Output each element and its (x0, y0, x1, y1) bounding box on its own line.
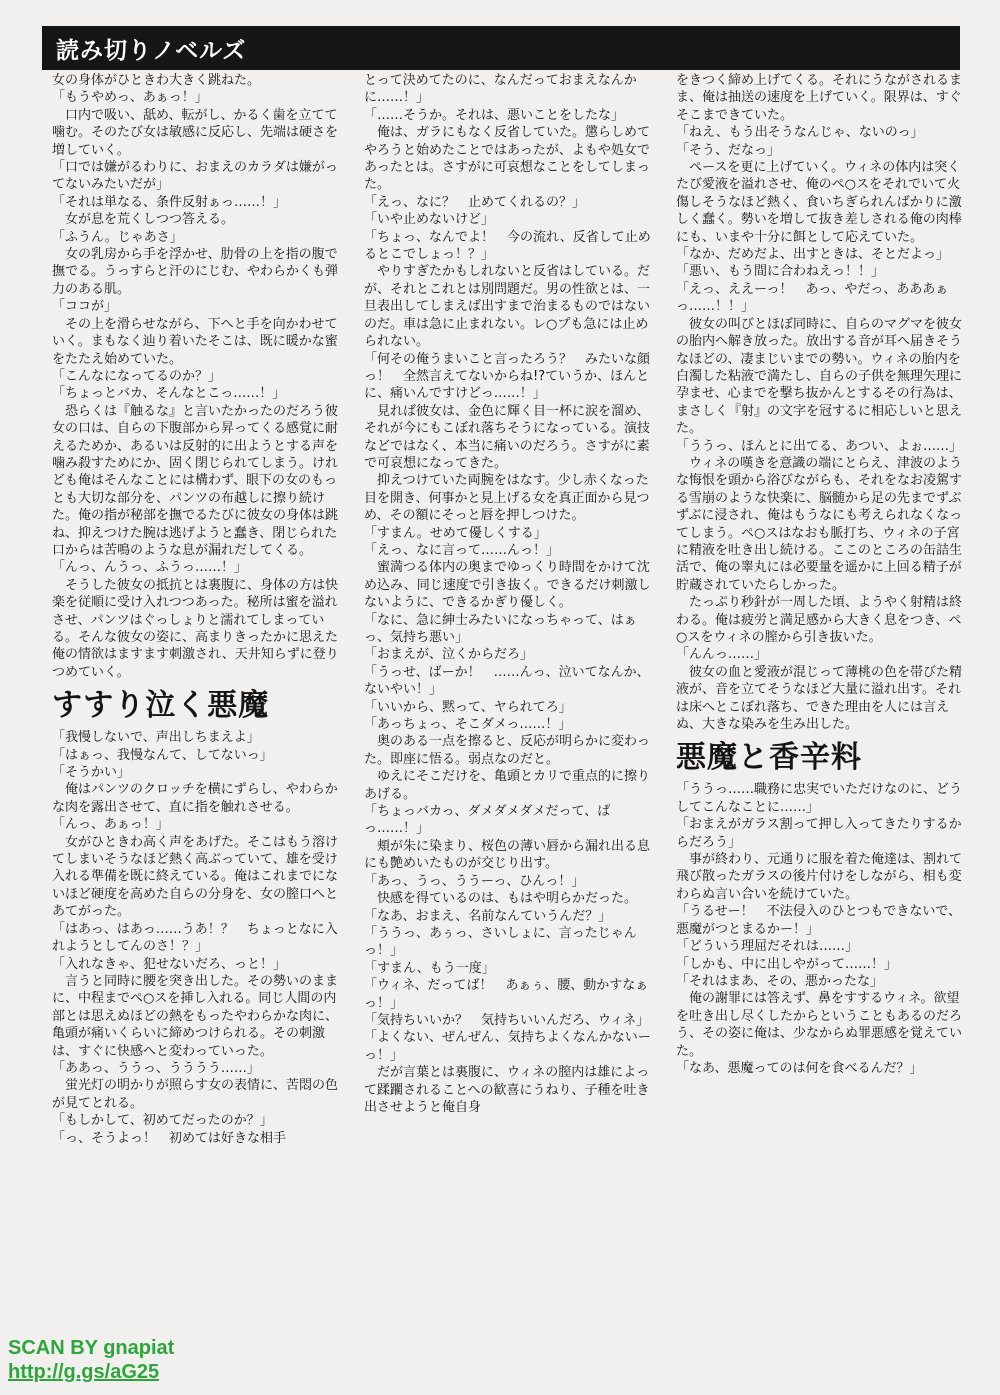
paragraph: 「っ、そうよっ！ 初めては好きな相手 (52, 1130, 287, 1146)
paragraph: 「ちょっ、なんでよ！ 今の流れ、反省して止めるとこでしょっ！？」 (364, 229, 651, 263)
paragraph: たっぷり秒針が一周した頃、ようやく射精は終わる。俺は疲労と満足感から大きく息をつき、ペ○スをウィネの膣から引き抜いた。 (676, 595, 963, 645)
paragraph: 頬が朱に染まり、桜色の薄い唇から漏れ出る息にも艶めいたものが交じり出す。 (364, 838, 651, 872)
paragraph: 「うるせー！ 不法侵入のひとつもできないで、悪魔がつとまるかー！」 (676, 904, 962, 937)
paragraph: 「んんっ……」 (676, 647, 768, 663)
paragraph: 「こんなになってるのか？」 (52, 368, 222, 384)
paragraph: 女の身体がひときわ大きく跳ねた。 (52, 73, 261, 88)
section-heading: 悪魔と香辛料 (676, 740, 862, 776)
paragraph: 「ふうん。じゃあさ」 (52, 229, 183, 245)
paragraph: 「口では嫌がるわりに、おまえのカラダは嫌がってないみたいだが」 (52, 160, 338, 193)
paragraph: 「えっ、なに？ 止めてくれるの？」 (364, 194, 586, 210)
paragraph: 言うと同時に腰を突き出した。その勢いのままに、中程までペ○スを挿し入れる。同じ人間の内部とは思えぬほどの熱をもったやわらかな肉に、亀頭が痛いくらいに締めつけられる。その刺激は、すぐに快感へと変わっていった。 (52, 973, 339, 1059)
paragraph: 「いいから、黙って、ヤられてろ」 (364, 699, 572, 715)
paragraph: 「ココが」 (52, 299, 118, 315)
paragraph: 「なあ、悪魔ってのは何を食べるんだ？」 (676, 1060, 923, 1076)
paragraph: 「あっ、うっ、ううーっ、ひんっ！」 (364, 873, 585, 889)
paragraph: 見れば彼女は、金色に輝く目一杯に涙を溜め、それが今にもこぼれ落ちそうになっている。演技などではなく、本当に痛いのだろう。さすがに素で可哀想になってきた。 (364, 403, 651, 471)
paragraph: 「あっちょっ、そこダメっ……！」 (364, 717, 572, 733)
paragraph: そうした彼女の抵抗とは裏腹に、身体の方は快楽を従順に受け入れつつあった。秘所は蜜を溢れさせ、パンツはぐっしょりと濡れてしまっている。そんな彼女の姿に、高まりきったかに思えた俺の情欲はますます刺激され、天井知らずに登りつめていく。 (52, 577, 339, 680)
paragraph: 「いや止めないけど」 (364, 212, 495, 228)
paragraph: 俺は、ガラにもなく反省していた。懲らしめてやろうと始めたことではあったが、よもや処女であったとは。さすがに可哀想なことをしてしまった。 (364, 125, 651, 193)
paragraph: 抑えつけていた両腕をはなす。少し赤くなった目を開き、何事かと見上げる女を真正面から見つめ、その額にそっと唇を押しつけた。 (364, 473, 650, 524)
paragraph: 「それはまあ、その、悪かったな」 (676, 973, 883, 989)
paragraph: 「ううっ、ほんとに出てる、あつい、よぉ……」 (676, 438, 963, 454)
paragraph: 「えっ、ええーっ！ あっ、やだっ、あああぁっ……！！」 (676, 281, 949, 315)
paragraph: 「はぁっ、我慢なんて、してないっ」 (52, 747, 273, 763)
section-heading: すすり泣く悪魔 (52, 688, 270, 724)
paragraph: 「しかも、中に出しやがって……！」 (676, 956, 898, 972)
paragraph: 口内で吸い、舐め、転がし、かるく歯を立てて噛む。そのたび女は敏感に反応し、先端は硬さを増していく。 (52, 107, 339, 158)
paragraph: 「そうかい」 (52, 765, 131, 781)
paragraph: 「はあっ、はあっ……うあ！？ ちょっとなに入れようとしてんのさ！？」 (52, 921, 338, 955)
paragraph: だが言葉とは裏腹に、ウィネの膣内は雄によって蹂躙されることへの歓喜にうねり、子種を吐き出させようと俺自身 (364, 1065, 650, 1115)
paragraph: ペースを更に上げていく。ウィネの体内は突くたび愛液を溢れさせ、俺のペ○スをそれでいて火傷しそうなほど熱く、食いちぎられんばかりに激しく蠢く。勢いを増して抜き差しされる俺の肉棒にも、いまや十分に餌として応えていた。 (676, 160, 962, 245)
scan-credit: SCAN BY gnapiat (8, 1337, 175, 1359)
paragraph: 「悪い、もう間に合わねえっ！！」 (676, 264, 885, 280)
paragraph: をきつく締め上げてくる。それにうながされるまま、俺は抽送の速度を上げていく。限界は、すぐそこまできていた。 (676, 73, 963, 123)
paragraph: 「ちょっとバカ、そんなとこっ……！」 (52, 386, 286, 402)
scan-url-link[interactable]: http://g.gs/aG25 (8, 1361, 160, 1383)
paragraph: 「なに、急に紳士みたいになっちゃって、はぁっ、気持ち悪い」 (364, 612, 637, 645)
text-column-3 (676, 72, 966, 1372)
text-column-1 (52, 72, 342, 1372)
paragraph: 俺の謝罪には答えず、鼻をすするウィネ。欲望を吐き出し尽くしたからということもあるのだろう、その姿に俺は、少なからぬ罪悪感を覚えていた。 (676, 991, 963, 1059)
paragraph: 「ねえ、もう出そうなんじゃ、ないのっ」 (676, 125, 924, 141)
paragraph: 「ああっ、ううっ、うううう……」 (52, 1060, 260, 1076)
paragraph: 蛍光灯の明かりが照らす女の表情に、苦悶の色が見てとれる。 (52, 1078, 339, 1111)
paragraph: 「よくない、ぜんぜん、気持ちよくなんかないーっ！」 (364, 1030, 651, 1063)
paragraph: 女が息を荒くしつつ答える。 (52, 212, 235, 228)
paragraph: 「んっ、んうっ、ふうっ……！」 (52, 560, 248, 576)
paragraph: 「なか、だめだよ、出すときは、そとだよっ」 (676, 247, 950, 263)
series-title: 読み切りノベルズ (56, 38, 247, 64)
paragraph: やりすぎたかもしれないと反省はしている。だが、それとこれとは別問題だ。男の性欲とは、一旦表出してしまえば出すまで治まるものではないのだ。車は急に止まれない。レ○プも急には止められない。 (364, 264, 651, 350)
paragraph: 「すまん、もう一度」 (364, 960, 495, 976)
paragraph: 「もうやめっ、あぁっ！」 (52, 90, 208, 106)
paragraph: 快感を得ているのは、もはや明らかだった。 (364, 891, 638, 907)
paragraph: 「何その俺うまいこと言ったろう？ みたいな顔っ！ 全然言えてないからね!?ていうか、ほんとに、痛いんですけどっ……！」 (364, 351, 651, 402)
paragraph: 俺はパンツのクロッチを横にずらし、やわらかな肉を露出させて、直に指を触れさせる。 (52, 782, 338, 815)
paragraph: 「もしかして、初めてだったのか？」 (52, 1113, 273, 1129)
section-header (42, 26, 960, 70)
paragraph: 「ううっ、あぅっ、さいしょに、言ったじゃんっ！」 (364, 925, 637, 959)
paragraph: 「うっせ、ばーか！ ……んっ、泣いてなんか、ないやい！」 (364, 664, 650, 698)
paragraph: 彼女の血と愛液が混じって薄桃の色を帯びた精液が、音を立てそうなほど大量に溢れ出す。それは床へとこぼれ落ち、できた理由を人には言えぬ、大きな染みを生み出した。 (676, 664, 963, 733)
paragraph: とって決めてたのに、なんだっておまえなんかに……！」 (364, 73, 637, 106)
paragraph: 「それは単なる、条件反射ぁっ……！」 (52, 194, 287, 210)
paragraph: 「そう、だなっ」 (676, 142, 781, 158)
paragraph: その上を滑らせながら、下へと手を向かわせていく。まもなく辿り着いたそこは、既に暖かな蜜をたたえ始めていた。 (52, 316, 338, 367)
paragraph: 「ウィネ、だってば！ あぁぅ、腰、動かすなぁっ！」 (364, 978, 649, 1011)
paragraph: 恐らくは『触るな』と言いたかったのだろう彼女の口は、自らの下腹部から昇ってくる感覚に耐えるためか、あるいは反射的に出ようとする声を噛み殺すためにか、固く閉じられてしまう。けれども俺はそんなことには構わず、眼下の女のもっとも大切な部分を、パンツの布越しに擦り続けた。俺の指が秘部を撫でるたびに彼女の身体は跳ね、抑えつけた腕は逃げようと蠢き、閉じられた口からは苦鳴のような息が漏れだしてくる。 (52, 403, 339, 558)
paragraph: 奥のある一点を擦ると、反応が明らかに変わった。即座に悟る。弱点なのだと。 (364, 734, 650, 767)
text-column-2 (364, 72, 654, 1372)
paragraph: 「えっ、なに言って……んっ！」 (364, 542, 560, 558)
paragraph: 「おまえがガラス割って押し入ってきたりするからだろう」 (676, 817, 962, 850)
paragraph: 「気持ちいいか？ 気持ちいいんだろ、ウィネ」 (364, 1012, 650, 1028)
paragraph: 事が終わり、元通りに服を着た俺達は、割れて飛び散ったガラスの後片付けをしながら、相も変わらぬ言い合いを続けていた。 (676, 852, 963, 902)
paragraph: 「なあ、おまえ、名前なんていうんだ？」 (364, 908, 612, 924)
paragraph: 「……そうか。それは、悪いことをしたな」 (364, 107, 625, 123)
paragraph: 「ちょっバカっ、ダメダメダメだって、ぱっ……！」 (364, 804, 611, 837)
paragraph: 「おまえが、泣くからだろ」 (364, 647, 534, 663)
paragraph: 彼女の叫びとほぼ同時に、自らのマグマを彼女の胎内へ解き放った。放出する音が耳へ届きそうなほどの、凄まじいまでの勢い。ウィネの胎内を白濁した粘液で満たし、自らの子供を無理矢理に孕ませ、心までを撃ち抜かんとするその行為は、まさしく『射』の文字を冠するに相応しいと思えた。 (676, 316, 963, 437)
paragraph: 「どういう理屈だそれは……」 (676, 939, 859, 955)
paragraph: 「んっ、あぁっ！」 (52, 817, 169, 833)
paragraph: ゆえにそこだけを、亀頭とカリで重点的に擦りあげる。 (364, 769, 651, 802)
paragraph: 「すまん。せめて優しくする」 (364, 525, 547, 541)
paragraph: 蜜満つる体内の奥までゆっくり時間をかけて沈め込み、同じ速度で引き抜く。できるだけ刺激しないように、できるかぎり優しく。 (364, 560, 651, 611)
paragraph: 「ううっ……職務に忠実でいただけなのに、どうしてこんなことに……」 (676, 782, 963, 815)
paragraph: 「入れなきゃ、犯せないだろ、っと！」 (52, 956, 287, 972)
paragraph: ウィネの嘆きを意識の端にとらえ、津波のような悔恨を頭から浴びながらも、それをなお凌駕する雪崩のような快楽に、脳髄から足の先までずぶずぶに浸され、俺はもうなにも考えられなくなってしまう。ペ○スはなおも脈打ち、ウィネの子宮に精液を吐き出し続ける。ここのところの缶詰生活で、俺の睾丸には必要量を遥かに上回る精子が貯蔵されていたらしかった。 (676, 455, 963, 593)
paragraph: 女がひときわ高く声をあげた。そこはもう溶けてしまいそうなほど熱く高ぶっていて、雄を受け入れる準備を既に終えている。俺はこれまでにないほど硬度を高めた自らの分身を、女の膣口へとあてがった。 (52, 834, 339, 920)
paragraph: 女の乳房から手を浮かせ、肋骨の上を指の腹で撫でる。うっすらと汗のにじむ、やわらかくも弾力のある肌。 (52, 247, 339, 297)
paragraph: 「我慢しないで、声出しちまえよ」 (52, 730, 260, 746)
